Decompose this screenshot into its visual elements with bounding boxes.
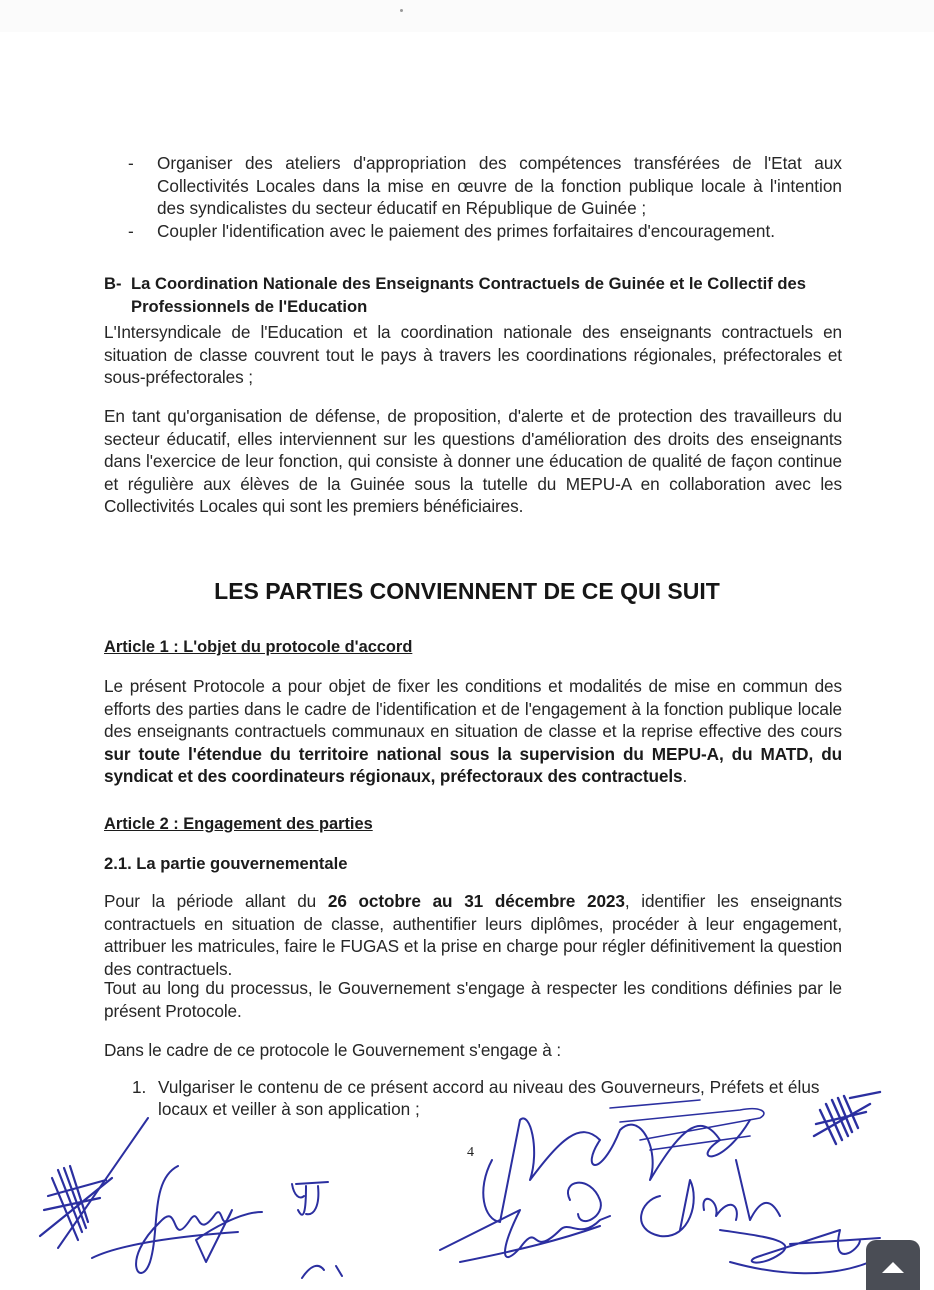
scroll-to-top-button[interactable] (866, 1240, 920, 1290)
item-text: Vulgariser le contenu de ce présent accord au niveau des Gouverneurs, Préfets et élus locaux et veiller à son application ; (158, 1077, 820, 1119)
arrow-up-icon (882, 1262, 904, 1273)
article-1-paragraph (104, 675, 842, 788)
section-b-title: La Coordination Nationale des Enseignants Contractuels de Guinée et le Collectif des Professionnels de l'Education (131, 274, 806, 316)
bullet-marker: - (128, 153, 134, 173)
article-2-paragraph-3: Dans le cadre de ce protocole le Gouvernement s'engage à : (104, 1040, 562, 1060)
bullet-text: Coupler l'identification avec le paiement des primes forfaitaires d'encouragement. (157, 220, 776, 241)
bullet-list (128, 152, 842, 242)
signature-stroke (58, 1118, 148, 1248)
signature-bottom-right (720, 1230, 880, 1273)
signature-center (440, 1210, 610, 1262)
article-2-heading: Article 2 : Engagement des parties (104, 815, 373, 833)
section-2-1-heading: 2.1. La partie gouvernementale (104, 854, 348, 873)
signature-suy (92, 1166, 262, 1273)
signature-initials (292, 1182, 328, 1215)
article-1-bold-text: sur toute l'étendue du territoire national sous la supervision du MEPU-A, du MATD, du syndicat et des coordinateurs régionaux, préfectoraux des contractuels (104, 743, 842, 787)
bullet-item (128, 152, 842, 220)
section-b-paragraph-2: En tant qu'organisation de défense, de proposition, d'alerte et de protection des travailleurs du secteur éducatif, elles interviennent sur les questions d'amélioration des droits des enseignants dans l'exercice de leur fonction, qui consiste à donner une éducation de qualité de façon continue et régulière aux élèves de la Guinée sous la tutelle du MEPU-A en collaboration avec les Collectivités Locales qui sont les premiers bénéficiaires. (104, 406, 842, 517)
article-1-text: Le présent Protocole a pour objet de fixer les conditions et modalités de mise en commun des efforts des parties dans le cadre de l'identification et de l'engagement à la fonction publique locale des enseignants contractuels communaux en situation de classe et la reprise effective des cours (104, 676, 842, 742)
article-2-text-rest: , identifier les enseignants contractuels en situation de classe, authentifier leurs diplômes, procéder à leur engagement, attribuer les matricules, faire le FUGAS et la prise en charge pour régler définitivement la question des contractuels. (104, 891, 842, 979)
article-2-paragraph-1 (104, 890, 842, 980)
signature-smah (641, 1160, 780, 1236)
section-b-heading (104, 272, 842, 318)
main-heading: LES PARTIES CONVIENNENT DE CE QUI SUIT (214, 578, 720, 604)
signature-center (568, 1183, 601, 1221)
section-b-label: B- (104, 274, 122, 293)
article-2-paragraph-2: Tout au long du processus, le Gouvernement s'engage à respecter les conditions définies par le présent Protocole. (104, 978, 842, 1021)
article-1-heading: Article 1 : L'objet du protocole d'accord (104, 638, 413, 656)
numbered-item (132, 1076, 846, 1120)
bullet-text: Organiser des ateliers d'appropriation des compétences transférées de l'Etat aux Collectivités Locales dans la mise en œuvre de la fonction publique locale à l'intention des syndicalistes du secteur éducatif en République de Guinée ; (157, 153, 842, 219)
item-number: 1. (132, 1077, 147, 1097)
section-b-paragraph-1: L'Intersyndicale de l'Education et la coordination nationale des enseignants contractuels en situation de classe couvrent tout le pays à travers les coordinations régionales, préfectorales et sous-préfectorales ; (104, 322, 842, 388)
signature-stroke (302, 1266, 342, 1278)
page-number: 4 (467, 1145, 474, 1160)
article-1-text-end: . (682, 766, 688, 787)
article-2-date-range: 26 octobre au 31 décembre 2023 (327, 891, 625, 911)
signature-hatch (40, 1166, 112, 1240)
bullet-marker: - (128, 220, 134, 241)
signature-center (483, 1118, 750, 1222)
article-2-text: Pour la période allant du (104, 891, 328, 911)
bullet-item (128, 220, 842, 243)
